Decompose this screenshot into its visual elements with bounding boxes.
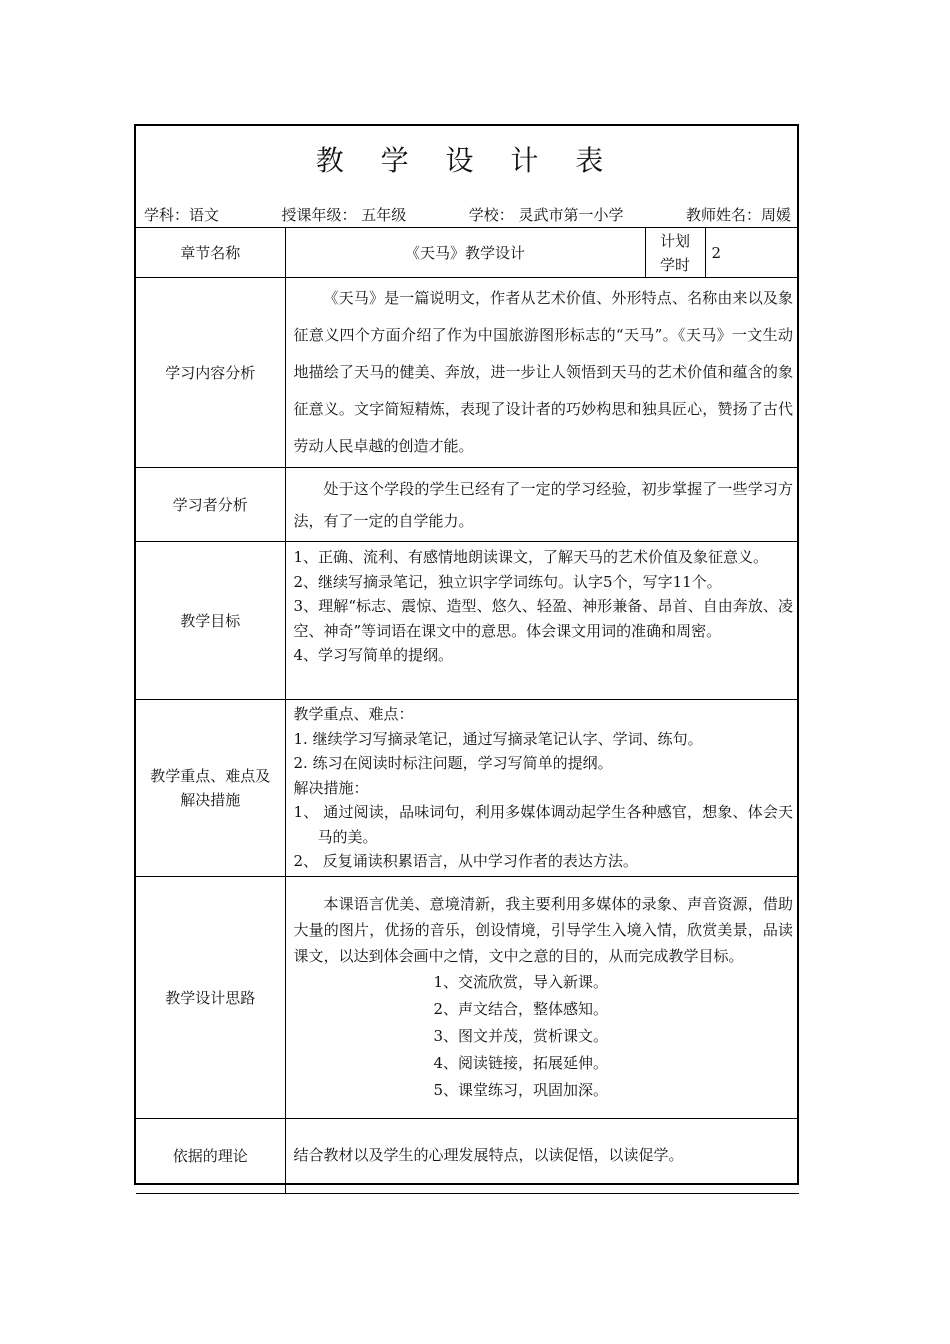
row-design-ideas bbox=[136, 876, 799, 1118]
goals-label: 教学目标 bbox=[136, 542, 285, 700]
chapter-label: 章节名称 bbox=[136, 228, 285, 278]
design-step: 3、图文并茂，赏析课文。 bbox=[433, 1026, 609, 1045]
meta-row bbox=[144, 204, 791, 226]
key-point-item: 1. 继续学习写摘录笔记，通过写摘录笔记认字、学词、练句。 bbox=[293, 729, 703, 748]
row-theory bbox=[136, 1118, 799, 1193]
measure-item: 2、 反复诵读积累语言，从中学习作者的表达方法。 bbox=[293, 852, 638, 870]
design-step: 5、课堂练习，巩固加深。 bbox=[433, 1080, 609, 1099]
design-ideas-label: 教学设计思路 bbox=[136, 876, 285, 1118]
chapter-value: 《天马》教学设计 bbox=[285, 228, 645, 278]
planned-hours-label-2: 学时 bbox=[659, 255, 690, 274]
goal-item: 4、学习写简单的提纲。 bbox=[293, 646, 454, 664]
key-points-label-2: 解决措施 bbox=[180, 790, 241, 809]
learner-analysis-text: 处于这个学段的学生已经有了一定的学习经验，初步掌握了一些学习方法，有了一定的自学能力。 bbox=[293, 479, 793, 530]
goal-item: 2、继续写摘录笔记，独立识字学词练句。认字5个，写字11个。 bbox=[293, 572, 722, 591]
learner-analysis-label: 学习者分析 bbox=[136, 468, 285, 542]
planned-hours-value: 2 bbox=[705, 228, 799, 278]
row-goals bbox=[136, 542, 799, 700]
row-learner-analysis bbox=[136, 468, 799, 542]
learner-analysis-cell bbox=[285, 468, 799, 542]
key-point-item: 2. 练习在阅读时标注问题，学习写简单的提纲。 bbox=[293, 754, 613, 772]
row-key-points bbox=[136, 700, 799, 877]
theory-text: 结合教材以及学生的心理发展特点，以读促悟，以读促学。 bbox=[293, 1146, 684, 1164]
key-points-label-1: 教学重点、难点及 bbox=[150, 766, 271, 785]
theory-label: 依据的理论 bbox=[136, 1118, 285, 1193]
content-analysis-label: 学习内容分析 bbox=[136, 278, 285, 468]
design-table bbox=[136, 227, 799, 1194]
meta-teacher: 教师姓名：周媛 bbox=[685, 206, 791, 224]
goals-cell bbox=[285, 542, 799, 700]
meta-grade: 授课年级： 五年级 bbox=[281, 206, 407, 224]
meta-school: 学校： 灵武市第一小学 bbox=[468, 206, 624, 224]
doc-title-text: 教 学 设 计 表 bbox=[315, 144, 618, 177]
goal-item: 1、正确、流利、有感情地朗读课文，了解天马的艺术价值及象征意义。 bbox=[293, 548, 769, 566]
design-step: 2、声文结合，整体感知。 bbox=[433, 999, 609, 1018]
row-content-analysis bbox=[136, 278, 799, 468]
measure-item: 1、 通过阅读，品味词句，利用多媒体调动起学生各种感官，想象、体会天马的美。 bbox=[293, 803, 793, 846]
key-points-heading: 教学重点、难点： bbox=[293, 705, 414, 723]
design-steps bbox=[294, 969, 794, 1104]
design-ideas-intro: 本课语言优美、意境清新，我主要利用多媒体的录象、声音资源，借助大量的图片，优扬的音乐，创设情境，引导学生入境入情，欣赏美景，品读课文，以达到体会画中之情，文中之意的目的，从而完成教学目标。 bbox=[293, 894, 793, 965]
meta-subject: 学科：语文 bbox=[144, 206, 220, 224]
content-analysis-text: 《天马》是一篇说明文，作者从艺术价值、外形特点、名称由来以及象征意义四个方面介绍了作为中国旅游图形标志的“天马”。《天马》一文生动地描绘了天马的健美、奔放，进一步让人领悟到天马的艺术价值和蕴含的象征意义。文字简短精炼，表现了设计者的巧妙构思和独具匠心，赞扬了古代劳动人民卓越的创造才能。 bbox=[293, 289, 793, 455]
measures-heading: 解决措施： bbox=[293, 778, 369, 797]
row-chapter bbox=[136, 228, 799, 278]
key-points-label bbox=[136, 700, 285, 877]
planned-hours-label bbox=[645, 228, 705, 278]
design-step: 4、阅读链接，拓展延伸。 bbox=[433, 1053, 609, 1072]
planned-hours-label-1: 计划 bbox=[659, 231, 690, 250]
design-ideas-cell bbox=[285, 876, 799, 1118]
content-analysis-cell bbox=[285, 278, 799, 468]
key-points-cell bbox=[285, 700, 799, 877]
goal-item: 3、理解“标志、震惊、造型、悠久、轻盈、神形兼备、昂首、自由奔放、凌空、神奇”等词语在课文中的意思。体会课文用词的准确和周密。 bbox=[293, 597, 793, 640]
design-table-sheet bbox=[134, 124, 799, 1185]
theory-cell bbox=[285, 1118, 799, 1193]
design-step: 1、交流欣赏，导入新课。 bbox=[433, 972, 609, 991]
